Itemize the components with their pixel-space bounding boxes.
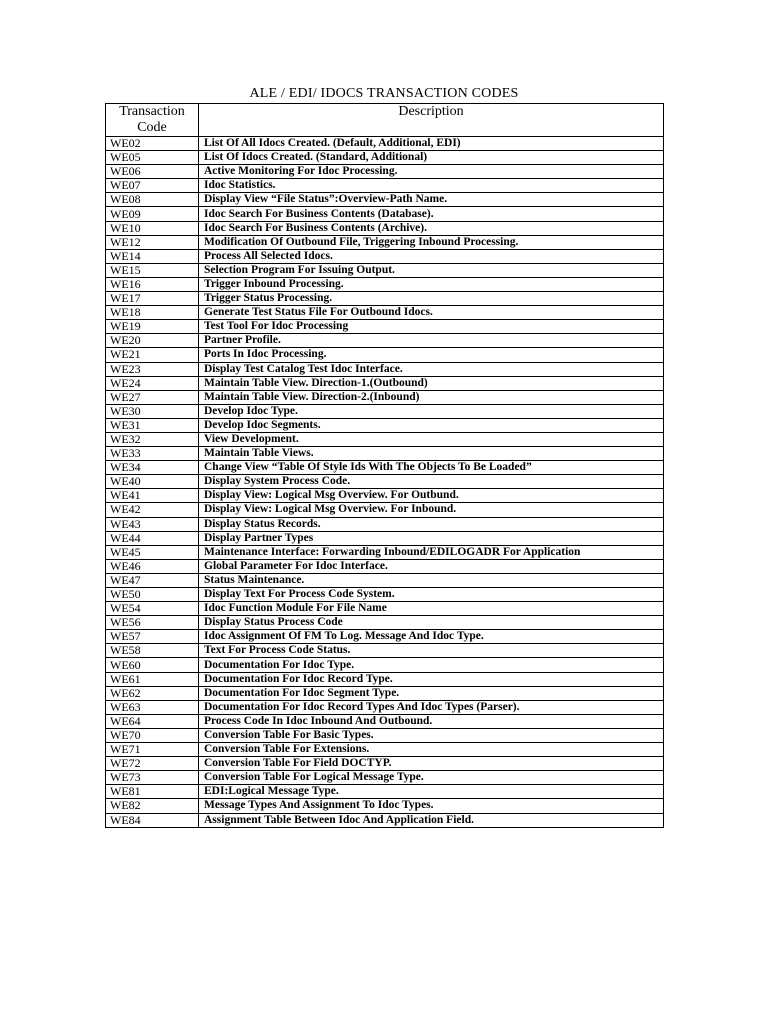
transaction-code-cell: WE17	[106, 292, 199, 306]
table-row	[106, 221, 664, 235]
description-cell: Display View: Logical Msg Overview. For Outbund.	[199, 489, 664, 503]
table-row	[106, 686, 664, 700]
description-cell: Idoc Statistics.	[199, 179, 664, 193]
transaction-code-cell: WE60	[106, 658, 199, 672]
transaction-code-cell: WE33	[106, 447, 199, 461]
description-cell: Idoc Search For Business Contents (Database).	[199, 207, 664, 221]
transaction-code-cell: WE50	[106, 588, 199, 602]
description-cell: Idoc Search For Business Contents (Archive).	[199, 221, 664, 235]
description-cell: Trigger Status Processing.	[199, 292, 664, 306]
transaction-code-cell: WE42	[106, 503, 199, 517]
column-header-code: Transaction Code	[106, 104, 199, 137]
description-cell: Idoc Assignment Of FM To Log. Message And Idoc Type.	[199, 630, 664, 644]
description-cell: EDI:Logical Message Type.	[199, 785, 664, 799]
table-row	[106, 588, 664, 602]
transaction-code-cell: WE08	[106, 193, 199, 207]
table-body	[106, 137, 664, 828]
table-row	[106, 602, 664, 616]
description-cell: Global Parameter For Idoc Interface.	[199, 559, 664, 573]
table-row	[106, 757, 664, 771]
table-row	[106, 461, 664, 475]
description-cell: Process Code In Idoc Inbound And Outbound.	[199, 714, 664, 728]
description-cell: Documentation For Idoc Record Types And Idoc Types (Parser).	[199, 700, 664, 714]
description-cell: Documentation For Idoc Record Type.	[199, 672, 664, 686]
description-cell: Maintain Table Views.	[199, 447, 664, 461]
transaction-code-cell: WE31	[106, 418, 199, 432]
table-row	[106, 179, 664, 193]
description-cell: Generate Test Status File For Outbound Idocs.	[199, 306, 664, 320]
transaction-code-cell: WE64	[106, 714, 199, 728]
table-row	[106, 320, 664, 334]
table-row	[106, 418, 664, 432]
table-row	[106, 813, 664, 827]
transaction-code-cell: WE20	[106, 334, 199, 348]
description-cell: Assignment Table Between Idoc And Application Field.	[199, 813, 664, 827]
table-row	[106, 616, 664, 630]
table-row	[106, 517, 664, 531]
table-row	[106, 644, 664, 658]
transaction-code-cell: WE82	[106, 799, 199, 813]
table-row	[106, 263, 664, 277]
transaction-code-cell: WE56	[106, 616, 199, 630]
description-cell: Maintenance Interface: Forwarding Inbound/EDILOGADR For Application	[199, 545, 664, 559]
description-cell: List Of Idocs Created. (Standard, Additional)	[199, 151, 664, 165]
table-row	[106, 292, 664, 306]
table-row	[106, 559, 664, 573]
transaction-code-cell: WE72	[106, 757, 199, 771]
table-row	[106, 137, 664, 151]
description-cell: Modification Of Outbound File, Triggering Inbound Processing.	[199, 235, 664, 249]
table-row	[106, 207, 664, 221]
description-cell: Maintain Table View. Direction-1.(Outbound)	[199, 376, 664, 390]
transaction-code-cell: WE12	[106, 235, 199, 249]
table-row	[106, 799, 664, 813]
transaction-code-cell: WE05	[106, 151, 199, 165]
transaction-code-cell: WE81	[106, 785, 199, 799]
table-row	[106, 447, 664, 461]
description-cell: Display View: Logical Msg Overview. For Inbound.	[199, 503, 664, 517]
description-cell: Display Status Records.	[199, 517, 664, 531]
transaction-code-cell: WE84	[106, 813, 199, 827]
table-row	[106, 771, 664, 785]
description-cell: Develop Idoc Segments.	[199, 418, 664, 432]
description-cell: Trigger Inbound Processing.	[199, 277, 664, 291]
transaction-code-cell: WE07	[106, 179, 199, 193]
description-cell: Conversion Table For Extensions.	[199, 743, 664, 757]
page-title: ALE / EDI/ IDOCS TRANSACTION CODES	[249, 86, 519, 101]
transaction-code-cell: WE40	[106, 475, 199, 489]
description-cell: Test Tool For Idoc Processing	[199, 320, 664, 334]
transaction-code-cell: WE58	[106, 644, 199, 658]
description-cell: Display System Process Code.	[199, 475, 664, 489]
transaction-code-cell: WE23	[106, 362, 199, 376]
transaction-code-cell: WE62	[106, 686, 199, 700]
table-row	[106, 475, 664, 489]
table-row	[106, 503, 664, 517]
table-row	[106, 489, 664, 503]
table-row	[106, 165, 664, 179]
transaction-code-cell: WE15	[106, 263, 199, 277]
table-row	[106, 432, 664, 446]
table-row	[106, 348, 664, 362]
description-cell: Text For Process Code Status.	[199, 644, 664, 658]
table-row	[106, 743, 664, 757]
description-cell: List Of All Idocs Created. (Default, Additional, EDI)	[199, 137, 664, 151]
transaction-code-cell: WE45	[106, 545, 199, 559]
transaction-code-cell: WE18	[106, 306, 199, 320]
transaction-code-cell: WE43	[106, 517, 199, 531]
table-row	[106, 376, 664, 390]
description-cell: Develop Idoc Type.	[199, 404, 664, 418]
description-cell: Documentation For Idoc Type.	[199, 658, 664, 672]
description-cell: Idoc Function Module For File Name	[199, 602, 664, 616]
description-cell: Conversion Table For Basic Types.	[199, 728, 664, 742]
table-row	[106, 785, 664, 799]
transaction-codes-table	[105, 103, 664, 828]
table-row	[106, 658, 664, 672]
description-cell: Ports In Idoc Processing.	[199, 348, 664, 362]
table-header-row	[106, 104, 664, 137]
table-row	[106, 728, 664, 742]
description-cell: Message Types And Assignment To Idoc Types.	[199, 799, 664, 813]
transaction-code-cell: WE47	[106, 573, 199, 587]
transaction-code-cell: WE21	[106, 348, 199, 362]
transaction-code-cell: WE19	[106, 320, 199, 334]
transaction-code-cell: WE14	[106, 249, 199, 263]
transaction-code-cell: WE30	[106, 404, 199, 418]
table-row	[106, 672, 664, 686]
description-cell: Display Partner Types	[199, 531, 664, 545]
description-cell: Selection Program For Issuing Output.	[199, 263, 664, 277]
description-cell: Documentation For Idoc Segment Type.	[199, 686, 664, 700]
description-cell: Conversion Table For Logical Message Type.	[199, 771, 664, 785]
table-row	[106, 531, 664, 545]
transaction-code-cell: WE41	[106, 489, 199, 503]
table-row	[106, 277, 664, 291]
description-cell: View Development.	[199, 432, 664, 446]
description-cell: Maintain Table View. Direction-2.(Inbound)	[199, 390, 664, 404]
description-cell: Status Maintenance.	[199, 573, 664, 587]
column-header-description: Description	[199, 104, 664, 137]
transaction-code-cell: WE57	[106, 630, 199, 644]
transaction-code-cell: WE46	[106, 559, 199, 573]
transaction-code-cell: WE70	[106, 728, 199, 742]
transaction-code-cell: WE32	[106, 432, 199, 446]
description-cell: Conversion Table For Field DOCTYP.	[199, 757, 664, 771]
table-row	[106, 249, 664, 263]
description-cell: Partner Profile.	[199, 334, 664, 348]
table-row	[106, 235, 664, 249]
table-row	[106, 545, 664, 559]
table-row	[106, 700, 664, 714]
table-row	[106, 193, 664, 207]
transaction-code-cell: WE06	[106, 165, 199, 179]
transaction-code-cell: WE61	[106, 672, 199, 686]
table-row	[106, 306, 664, 320]
transaction-code-cell: WE02	[106, 137, 199, 151]
table-row	[106, 573, 664, 587]
table-row	[106, 714, 664, 728]
transaction-code-cell: WE24	[106, 376, 199, 390]
description-cell: Change View “Table Of Style Ids With The Objects To Be Loaded”	[199, 461, 664, 475]
transaction-code-cell: WE27	[106, 390, 199, 404]
transaction-code-cell: WE16	[106, 277, 199, 291]
transaction-code-cell: WE54	[106, 602, 199, 616]
transaction-code-cell: WE34	[106, 461, 199, 475]
transaction-code-cell: WE44	[106, 531, 199, 545]
table-row	[106, 334, 664, 348]
transaction-code-cell: WE10	[106, 221, 199, 235]
transaction-code-cell: WE73	[106, 771, 199, 785]
description-cell: Display Text For Process Code System.	[199, 588, 664, 602]
description-cell: Display Status Process Code	[199, 616, 664, 630]
transaction-code-cell: WE63	[106, 700, 199, 714]
description-cell: Display Test Catalog Test Idoc Interface.	[199, 362, 664, 376]
table-row	[106, 151, 664, 165]
table-row	[106, 630, 664, 644]
table-row	[106, 390, 664, 404]
transaction-code-cell: WE71	[106, 743, 199, 757]
table-row	[106, 362, 664, 376]
description-cell: Display View “File Status”:Overview-Path Name.	[199, 193, 664, 207]
description-cell: Process All Selected Idocs.	[199, 249, 664, 263]
table-row	[106, 404, 664, 418]
transaction-code-cell: WE09	[106, 207, 199, 221]
description-cell: Active Monitoring For Idoc Processing.	[199, 165, 664, 179]
